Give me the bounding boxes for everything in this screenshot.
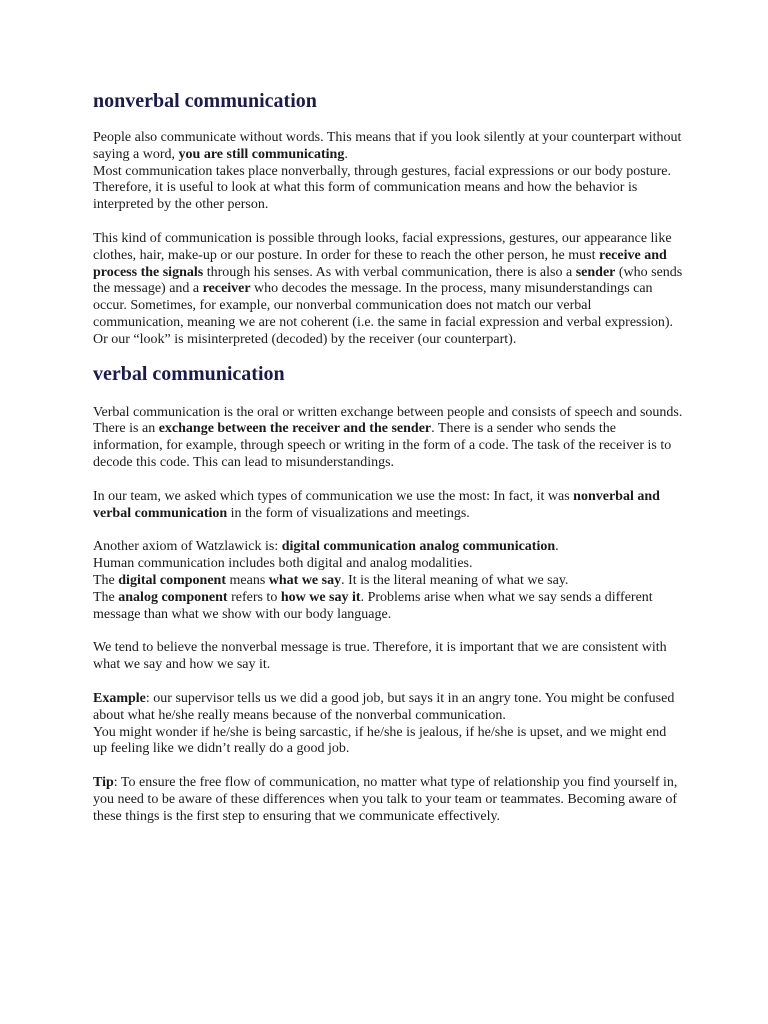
bold-phrase: how we say it [280, 589, 361, 605]
paragraph-spacer [93, 472, 683, 489]
text-span: through his senses. As with verbal communication, there is also a [203, 264, 576, 280]
bold-phrase: Example [93, 690, 146, 706]
text-span: Verbal communication is the oral or written exchange between people and consists of speech and sounds. There is an [93, 404, 683, 437]
text-span: We tend to believe the nonverbal message is true. Therefore, it is important that we are consistent with what we say and how we say it. [93, 640, 667, 673]
paragraph-verbal-intro [93, 405, 683, 472]
document-page [93, 88, 683, 826]
bold-phrase: Tip [93, 775, 114, 791]
bold-phrase: analog component [118, 589, 228, 605]
paragraph-nonverbal-detail [93, 231, 683, 349]
bold-phrase: receive and process the signals [93, 247, 667, 280]
text-span: . Problems arise when what we say sends a different message than what we show with our body language. [93, 589, 653, 622]
text-span: This kind of communication is possible through looks, facial expressions, gestures, our appearance like clothes, hair, make-up or our posture. In order for these to reach the other person, he must [93, 230, 672, 263]
paragraph-consistency [93, 640, 683, 674]
paragraph-spacer [93, 674, 683, 691]
text-span: (who sends the message) and a [93, 264, 683, 297]
text-span: In our team, we asked which types of communication we use the most: In fact, it was [93, 488, 574, 504]
paragraph-spacer [93, 623, 683, 640]
text-span: . [344, 146, 348, 162]
text-span: in the form of visualizations and meetings. [227, 505, 470, 521]
text-span: Another axiom of Watzlawick is: [93, 539, 282, 555]
bold-phrase: exchange between the receiver and the sender [158, 421, 432, 437]
paragraph-spacer [93, 522, 683, 539]
text-span: refers to [227, 589, 281, 605]
text-span: People also communicate without words. This means that if you look silently at your counterpart without saying a word, [93, 130, 682, 162]
text-span: who decodes the message. In the process, many misunderstandings can occur. Sometimes, for example, our nonverbal communication does not match our verbal communication, meaning we are not coherent (i.e. the same in facial expression and verbal expression). Or our “look” is misinterpreted (decoded) by the receiver (our counterpart). [93, 281, 674, 347]
paragraph-spacer [93, 758, 683, 775]
paragraph-spacer [93, 214, 683, 231]
text-span: : To ensure the free flow of communication, no matter what type of relationship you find yourself in, you need to be aware of these differences when you talk to your team or teammates. Becoming aware of these things is the first step to ensuring that we communicate effectively. [93, 775, 678, 824]
text-span: . It is the literal meaning of what we say. [341, 572, 569, 588]
text-span: The [93, 572, 119, 588]
bold-phrase: receiver [202, 281, 251, 297]
paragraph-tip [93, 775, 683, 825]
heading-verbal-communication: verbal communication [93, 362, 285, 385]
text-span: . [555, 539, 559, 555]
paragraph-watzlawick [93, 539, 683, 623]
paragraph-example [93, 691, 683, 758]
text-span: You might wonder if he/she is being sarcastic, if he/she is jealous, if he/she is upset, and we might end up feeling like we didn’t really do a good job. [93, 724, 667, 757]
paragraph-team [93, 489, 683, 523]
text-span: Most communication takes place nonverbally, through gestures, facial expressions or our body posture. Therefore, it is useful to look at what this form of communication means and how the behavior is interpreted by the other person. [93, 163, 672, 213]
bold-phrase: what we say [268, 572, 342, 588]
bold-phrase: digital communication analog communication [281, 539, 556, 555]
bold-phrase: you are still communicating [178, 146, 345, 162]
text-span: . There is a sender who sends the information, for example, through speech or writing in the form of a code. The task of the receiver is to decode this code. This can lead to misunderstandings. [93, 421, 672, 470]
text-span: Human communication includes both digital and analog modalities. [93, 556, 473, 572]
text-span: : our supervisor tells us we did a good job, but says it in an angry tone. You might be confused about what he/she really means because of the nonverbal communication. [93, 690, 675, 723]
paragraph-nonverbal-intro [93, 130, 683, 214]
text-span: The [93, 589, 119, 605]
bold-phrase: digital component [118, 572, 226, 588]
text-span: means [226, 572, 269, 588]
heading-nonverbal-communication: nonverbal communication [93, 90, 317, 112]
bold-phrase: nonverbal and verbal communication [93, 488, 660, 521]
bold-phrase: sender [575, 264, 616, 280]
